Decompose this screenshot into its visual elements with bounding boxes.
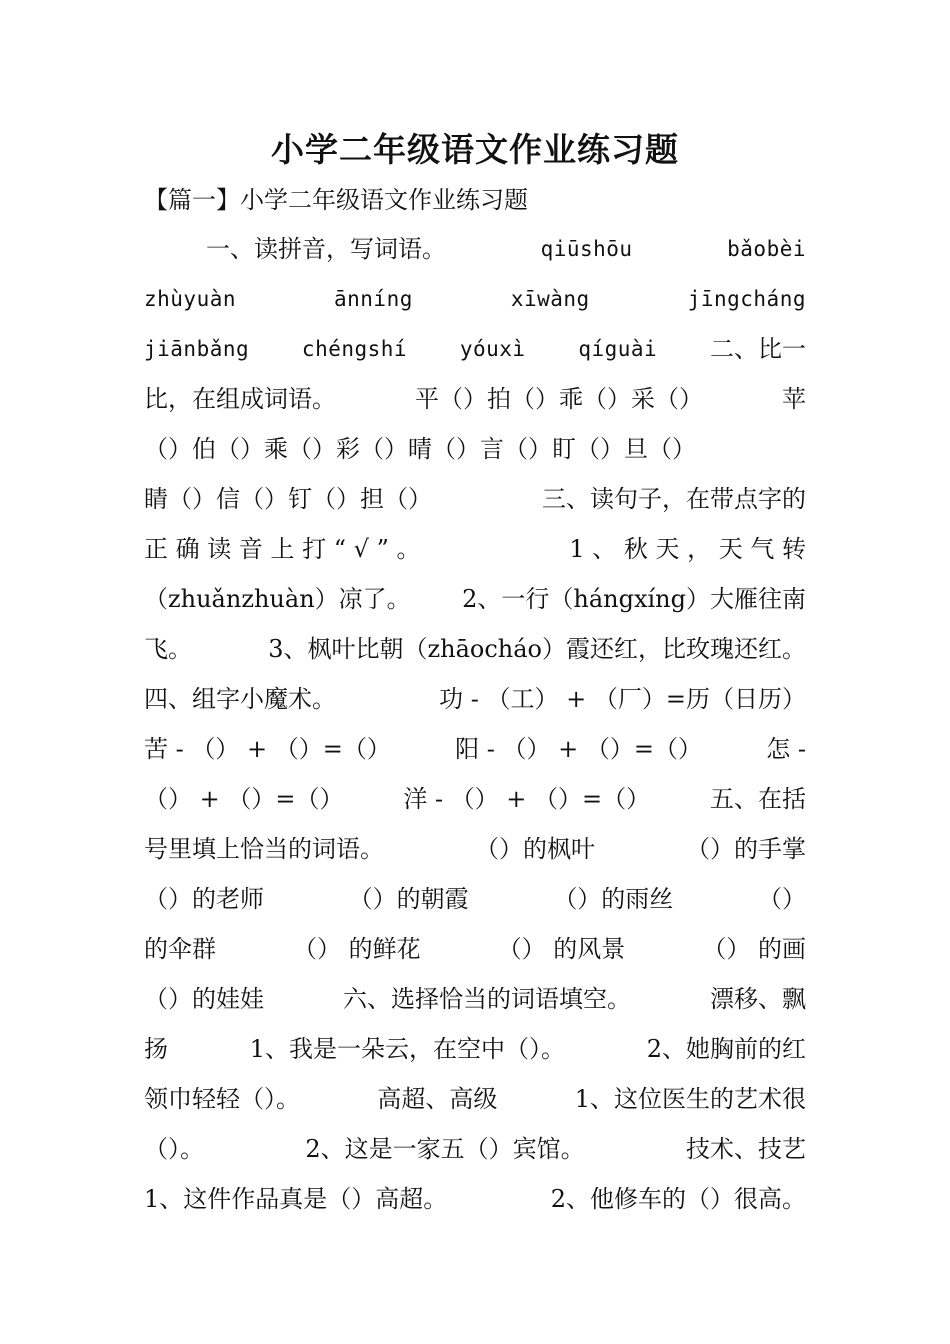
line-16-seg-3: 漂移、飘 — [710, 985, 806, 1013]
line-2-seg-1: zhùyuàn — [144, 287, 237, 311]
line-18-seg-3: 1、这位医生的艺术很 — [574, 1085, 806, 1113]
line-3-seg-5: 二、比一 — [709, 335, 806, 363]
page-title: 小学二年级语文作业练习题 — [271, 130, 679, 169]
text-line-5 — [144, 427, 696, 471]
line-14-seg-4: （） — [757, 885, 806, 913]
text-line-8 — [144, 577, 806, 621]
line-8-seg-2: 2、一行（hángxíng）大雁往南 — [462, 585, 806, 613]
line-1-seg-3: bǎobèi — [727, 237, 806, 261]
line-11-seg-3: 怎 - — [766, 735, 806, 763]
line-4-seg-3: 苹 — [782, 385, 806, 413]
line-4-seg-1: 比，在组成词语。 — [144, 385, 336, 413]
line-16-seg-2: 六、选择恰当的词语填空。 — [343, 985, 631, 1013]
line-3-seg-4: qíguài — [578, 337, 658, 361]
line-5-seg-2: 晴（）言（）盯（）旦（） — [408, 435, 696, 463]
line-1-seg-1: 一、读拼音，写词语。 — [206, 235, 446, 263]
text-line-1 — [144, 227, 806, 271]
line-8-seg-1: （zhuǎnzhuàn）凉了。 — [144, 585, 411, 613]
text-line-6 — [144, 477, 806, 521]
line-2-seg-3: xīwàng — [510, 287, 590, 311]
text-line-17 — [144, 1027, 806, 1071]
line-13-seg-3: （）的手掌 — [686, 835, 806, 863]
line-2-seg-2: ānníng — [334, 287, 413, 311]
line-15-seg-1: 的伞群 — [144, 935, 216, 963]
line-17-seg-2: 1、我是一朵云，在空中（）。 — [249, 1035, 565, 1063]
line-3-seg-3: yóuxì — [459, 337, 526, 361]
text-line-13 — [144, 827, 806, 871]
text-line-2 — [144, 277, 806, 321]
line-13-seg-2: （）的枫叶 — [475, 835, 595, 863]
line-11-seg-1: 苦 - （） + （）=（） — [144, 735, 391, 763]
line-15-seg-3: （） 的风景 — [497, 935, 626, 963]
line-10-seg-2: 功 - （工） + （厂）=历（日历） — [439, 685, 806, 713]
line-15-seg-2: （） 的鲜花 — [293, 935, 421, 963]
line-9-seg-1: 飞。 — [144, 635, 192, 663]
line-12-seg-3: 五、在括 — [709, 785, 806, 813]
text-line-18 — [144, 1077, 806, 1121]
line-6-seg-1: 睛（）信（）钉（）担（） — [144, 485, 432, 513]
text-line-10 — [144, 677, 806, 721]
line-15-seg-4: （） 的画 — [702, 935, 806, 963]
line-17-seg-1: 扬 — [144, 1035, 168, 1063]
text-line-3 — [144, 327, 806, 371]
section-heading: 【篇一】小学二年级语文作业练习题 — [144, 186, 528, 214]
line-14-seg-3: （）的雨丝 — [553, 885, 674, 913]
text-line-11 — [144, 727, 806, 771]
line-9-seg-2: 3、枫叶比朝（zhāocháo）霞还红，比玫瑰还红。 — [268, 635, 806, 663]
line-19-seg-3: 技术、技艺 — [686, 1135, 806, 1163]
line-6-seg-2: 三、读句子，在带点字的 — [542, 485, 806, 513]
line-17-seg-3: 2、她胸前的红 — [646, 1035, 806, 1063]
line-12-seg-2: 洋 - （） + （）=（） — [403, 785, 651, 813]
text-line-12 — [144, 777, 806, 821]
text-line-19 — [144, 1127, 806, 1171]
line-3-seg-2: chéngshí — [301, 337, 408, 361]
line-13-seg-1: 号里填上恰当的词语。 — [144, 835, 384, 863]
line-20-seg-2: 2、他修车的（）很高。 — [550, 1185, 806, 1213]
line-5-seg-1: （）伯（）乘（）彩（） — [144, 435, 408, 463]
line-18-seg-2: 高超、高级 — [377, 1085, 498, 1113]
text-line-20 — [144, 1177, 806, 1221]
line-11-seg-2: 阳 - （） + （）=（） — [455, 735, 702, 763]
line-19-seg-2: 2、这是一家五（）宾馆。 — [305, 1135, 585, 1163]
line-7-seg-2: 1 、 秋 天 ， 天 气 转 — [569, 535, 806, 563]
text-line-9 — [144, 627, 806, 671]
text-line-15 — [144, 927, 806, 971]
line-2-seg-4: jīngcháng — [687, 287, 806, 311]
line-4-seg-2: 平（）拍（）乖（）采（） — [415, 385, 703, 413]
text-line-16 — [144, 977, 806, 1021]
line-20-seg-1: 1、这件作品真是（）高超。 — [144, 1185, 448, 1213]
text-line-7 — [144, 527, 806, 571]
line-7-seg-1: 正 确 读 音 上 打 “ √ ” 。 — [144, 535, 421, 563]
line-3-seg-1: jiānbǎng — [144, 337, 250, 361]
line-14-seg-1: （）的老师 — [144, 885, 264, 913]
line-1-seg-2: qiūshōu — [540, 237, 633, 261]
line-16-seg-1: （）的娃娃 — [144, 985, 264, 1013]
line-12-seg-1: （） + （）=（） — [144, 785, 344, 813]
line-10-seg-1: 四、组字小魔术。 — [144, 685, 336, 713]
line-19-seg-1: （）。 — [144, 1135, 204, 1163]
line-18-seg-1: 领巾轻轻（）。 — [144, 1085, 300, 1113]
text-line-4 — [144, 377, 806, 421]
text-line-14 — [144, 877, 806, 921]
line-14-seg-2: （）的朝霞 — [348, 885, 469, 913]
